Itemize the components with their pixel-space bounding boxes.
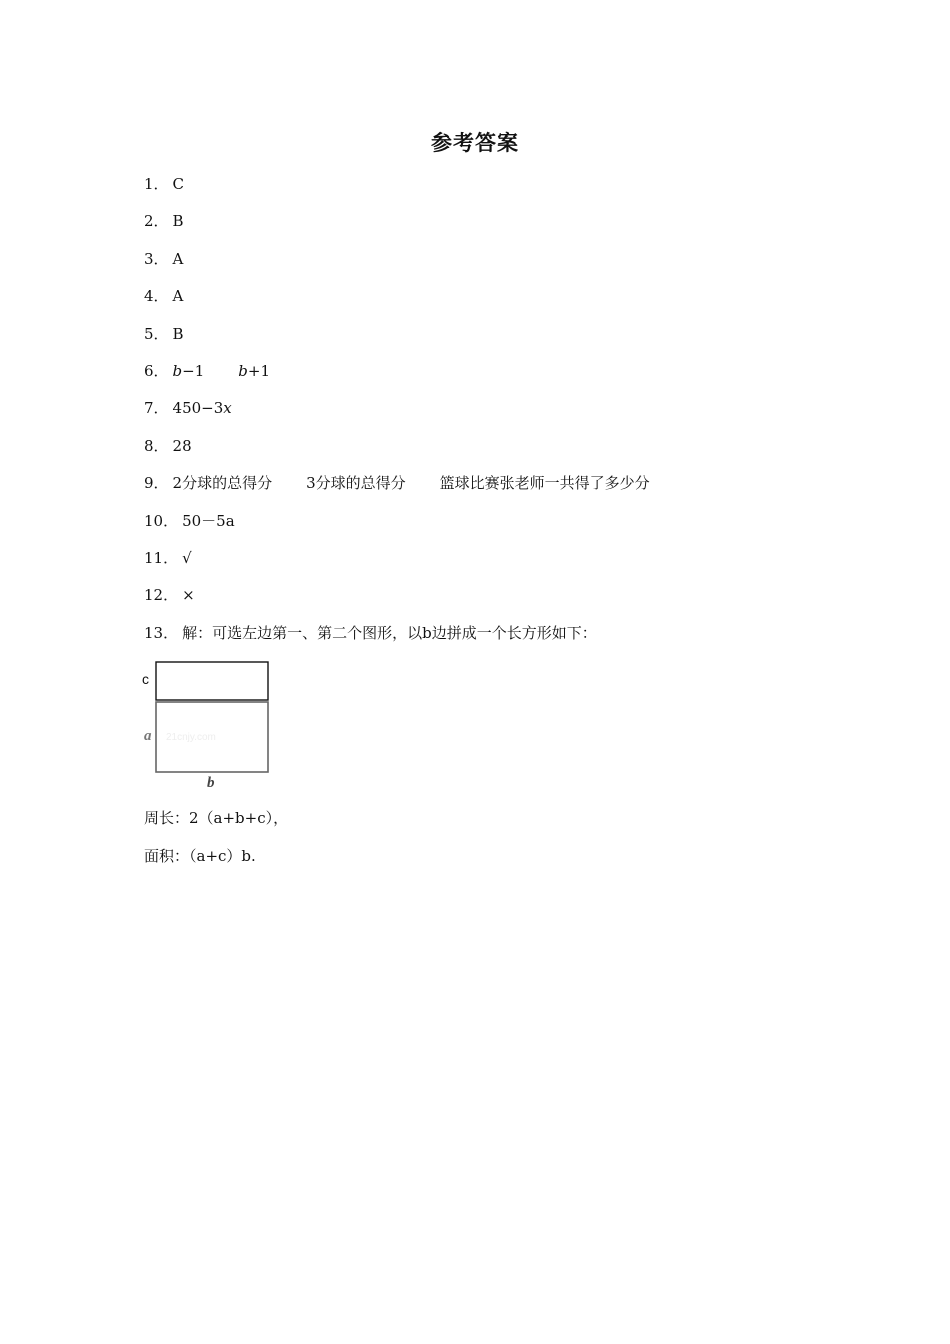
answer-value: B <box>172 212 184 231</box>
answer-item-6 <box>144 359 650 396</box>
answer-number: 1． <box>144 175 169 193</box>
answer-value: B <box>172 324 184 343</box>
q7-expression: 450−3 <box>172 399 224 418</box>
label-a: a <box>144 728 152 744</box>
answer-number: 7． <box>144 399 169 418</box>
answer-value: 50－5a <box>182 511 235 530</box>
answer-item-8 <box>144 434 650 471</box>
answer-item-7 <box>144 396 650 433</box>
answer-value: C <box>172 175 185 193</box>
q9-part-2: 3分球的总得分 <box>306 474 406 493</box>
q9-part-3: 篮球比赛张老师一共得了多少分 <box>439 474 650 493</box>
answer-value <box>173 362 270 380</box>
answer-value <box>173 399 232 417</box>
answer-item-2 <box>144 209 650 246</box>
answer-number: 13． <box>144 623 179 642</box>
answer-value: √ <box>182 548 192 567</box>
answer-number: 8． <box>144 436 169 455</box>
label-c: c <box>142 671 149 687</box>
q6-var-a: b <box>172 361 183 380</box>
answer-number: 6． <box>144 361 169 380</box>
answer-item-9 <box>144 471 650 508</box>
perimeter-text: 周长：2（a+b+c）， <box>144 809 289 827</box>
answer-number: 11． <box>144 548 179 567</box>
q6-var-b: b <box>238 361 248 380</box>
answer-value: A <box>172 249 184 268</box>
answer-item-5 <box>144 322 650 359</box>
answer-number: 9． <box>144 474 169 493</box>
answer-number: 2． <box>144 212 169 231</box>
answer-number: 10． <box>144 511 179 530</box>
rectangle-figure <box>138 656 278 796</box>
answer-number: 4． <box>144 287 169 306</box>
answer-value: × <box>182 586 195 605</box>
q7-var: x <box>223 399 232 418</box>
watermark: 21cnjy.com <box>166 732 216 743</box>
answer-item-1 <box>144 172 650 209</box>
answer-list <box>144 172 650 658</box>
answer-item-3 <box>144 247 650 284</box>
answer-item-4 <box>144 284 650 321</box>
area-text: 面积：（a+c）b. <box>144 847 256 865</box>
answer-item-11 <box>144 546 650 583</box>
q9-part-1: 2分球的总得分 <box>172 474 273 493</box>
answer-value: 28 <box>172 436 192 455</box>
answer-value <box>173 474 650 492</box>
q6-rest-b: +1 <box>247 361 271 380</box>
answer-item-12 <box>144 583 650 620</box>
answer-number: 12． <box>144 586 179 605</box>
answer-item-10 <box>144 509 650 546</box>
rect-c-part <box>156 662 268 700</box>
answer-value: 解：可选左边第一、第二个图形，以b边拼成一个长方形如下： <box>182 623 597 642</box>
answer-number: 3． <box>144 249 169 268</box>
page-title: 参考答案 <box>431 131 519 155</box>
answer-value: A <box>172 287 184 306</box>
label-b: b <box>207 775 215 791</box>
q6-rest-a: −1 <box>182 361 205 380</box>
answer-item-13 <box>144 621 650 658</box>
answer-number: 5． <box>144 324 169 343</box>
